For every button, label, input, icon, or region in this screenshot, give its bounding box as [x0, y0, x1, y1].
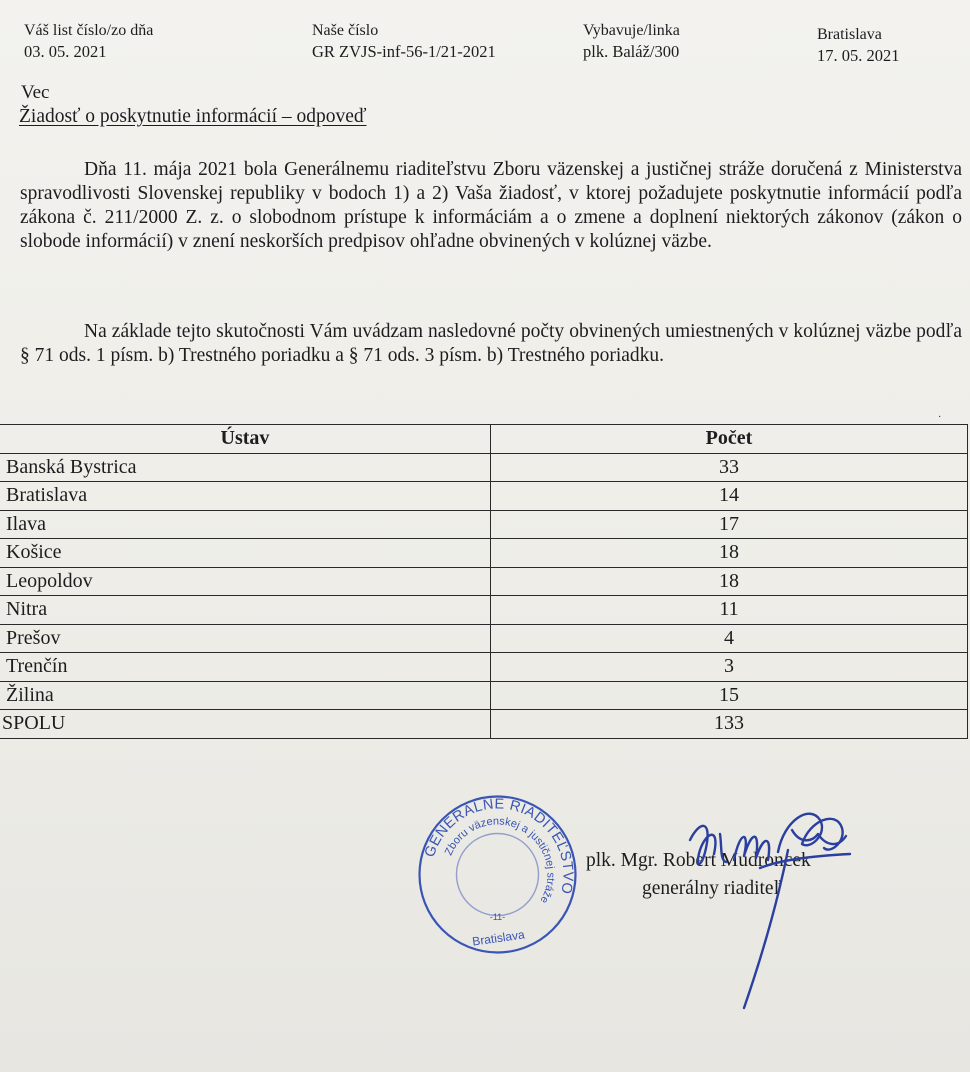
signatory-name: plk. Mgr. Robert Mudroncek: [586, 850, 811, 871]
column-header-institution: Ústav: [0, 425, 491, 454]
total-label: SPOLU: [0, 710, 491, 739]
handwritten-signature: [660, 790, 880, 1030]
handled-by-label: Vybavuje/linka: [583, 22, 680, 39]
total-count: 133: [491, 710, 968, 739]
reference-label: Váš list číslo/zo dňa: [24, 22, 154, 39]
header-reference: [24, 20, 153, 62]
official-stamp: [415, 792, 580, 957]
speck: ·: [938, 412, 942, 423]
subject-line: Žiadosť o poskytnutie informácií – odpoveď: [19, 106, 367, 127]
table-row: [0, 624, 968, 653]
institution-name: Košice: [0, 539, 491, 568]
stamp-outer-textpath: GENERÁLNE RIADITEĽSTVO: [421, 796, 576, 896]
table-header-row: [0, 425, 968, 454]
table-row: [0, 567, 968, 596]
institution-count: 15: [491, 681, 968, 710]
table-row: [0, 453, 968, 482]
stamp-number: -11-: [489, 912, 506, 922]
institution-count: 3: [491, 653, 968, 682]
reference-value: 03. 05. 2021: [24, 42, 107, 61]
institution-name: Leopoldov: [0, 567, 491, 596]
institution-count: 17: [491, 510, 968, 539]
signatory-title: generálny riaditeľ: [642, 878, 782, 899]
institution-name: Žilina: [0, 681, 491, 710]
handled-by-value: plk. Baláž/300: [583, 42, 680, 61]
paragraph-intro: Dňa 11. mája 2021 bola Generálnemu riaditeľstvu Zboru väzenskej a justičnej stráže doručená z Ministerstva spravodlivosti Slovenskej republiky v bodoch 1) a 2) Vaša žiadosť, v ktorej požadujete poskytnutie informácií podľa zákona č. 211/2000 Z. z. o slobodnom prístupe k informáciám a o zmene a doplnení niektorých zákonov (zákon o slobode informácií) v znení neskorších predpisov ohľadne obvinených v kolúznej väzbe.: [20, 159, 962, 252]
header-place-date: [817, 24, 900, 66]
institution-name: Ilava: [0, 510, 491, 539]
institution-count: 4: [491, 624, 968, 653]
institution-name: Banská Bystrica: [0, 453, 491, 482]
header-handled-by: [583, 20, 680, 62]
our-number-label: Naše číslo: [312, 22, 379, 39]
institution-name: Prešov: [0, 624, 491, 653]
institution-name: Trenčín: [0, 653, 491, 682]
stamp-inner-textpath: Zboru väzenskej a justičnej stráže: [442, 815, 557, 906]
table-row: [0, 539, 968, 568]
header-our-number: [312, 20, 496, 62]
place: Bratislava: [817, 26, 882, 43]
table-row: [0, 681, 968, 710]
institution-count: 14: [491, 482, 968, 511]
custody-table: [0, 424, 968, 739]
institution-count: 18: [491, 567, 968, 596]
table-total-row: [0, 710, 968, 739]
institution-name: Bratislava: [0, 482, 491, 511]
table-row: [0, 510, 968, 539]
column-header-count: Počet: [491, 425, 968, 454]
institution-count: 11: [491, 596, 968, 625]
date: 17. 05. 2021: [817, 46, 900, 65]
subject-heading: Vec: [21, 82, 50, 103]
table-row: [0, 596, 968, 625]
paragraph-basis: Na základe tejto skutočnosti Vám uvádzam nasledovné počty obvinených umiestnených v kolúznej väzbe podľa § 71 ods. 1 písm. b) Trestného poriadku a § 71 ods. 3 písm. b) Trestného poriadku.: [20, 321, 962, 366]
stamp-city: Bratislava: [471, 927, 526, 949]
institution-name: Nitra: [0, 596, 491, 625]
table-row: [0, 653, 968, 682]
institution-count: 18: [491, 539, 968, 568]
table-row: [0, 482, 968, 511]
our-number-value: GR ZVJS-inf-56-1/21-2021: [312, 42, 496, 61]
institution-count: 33: [491, 453, 968, 482]
